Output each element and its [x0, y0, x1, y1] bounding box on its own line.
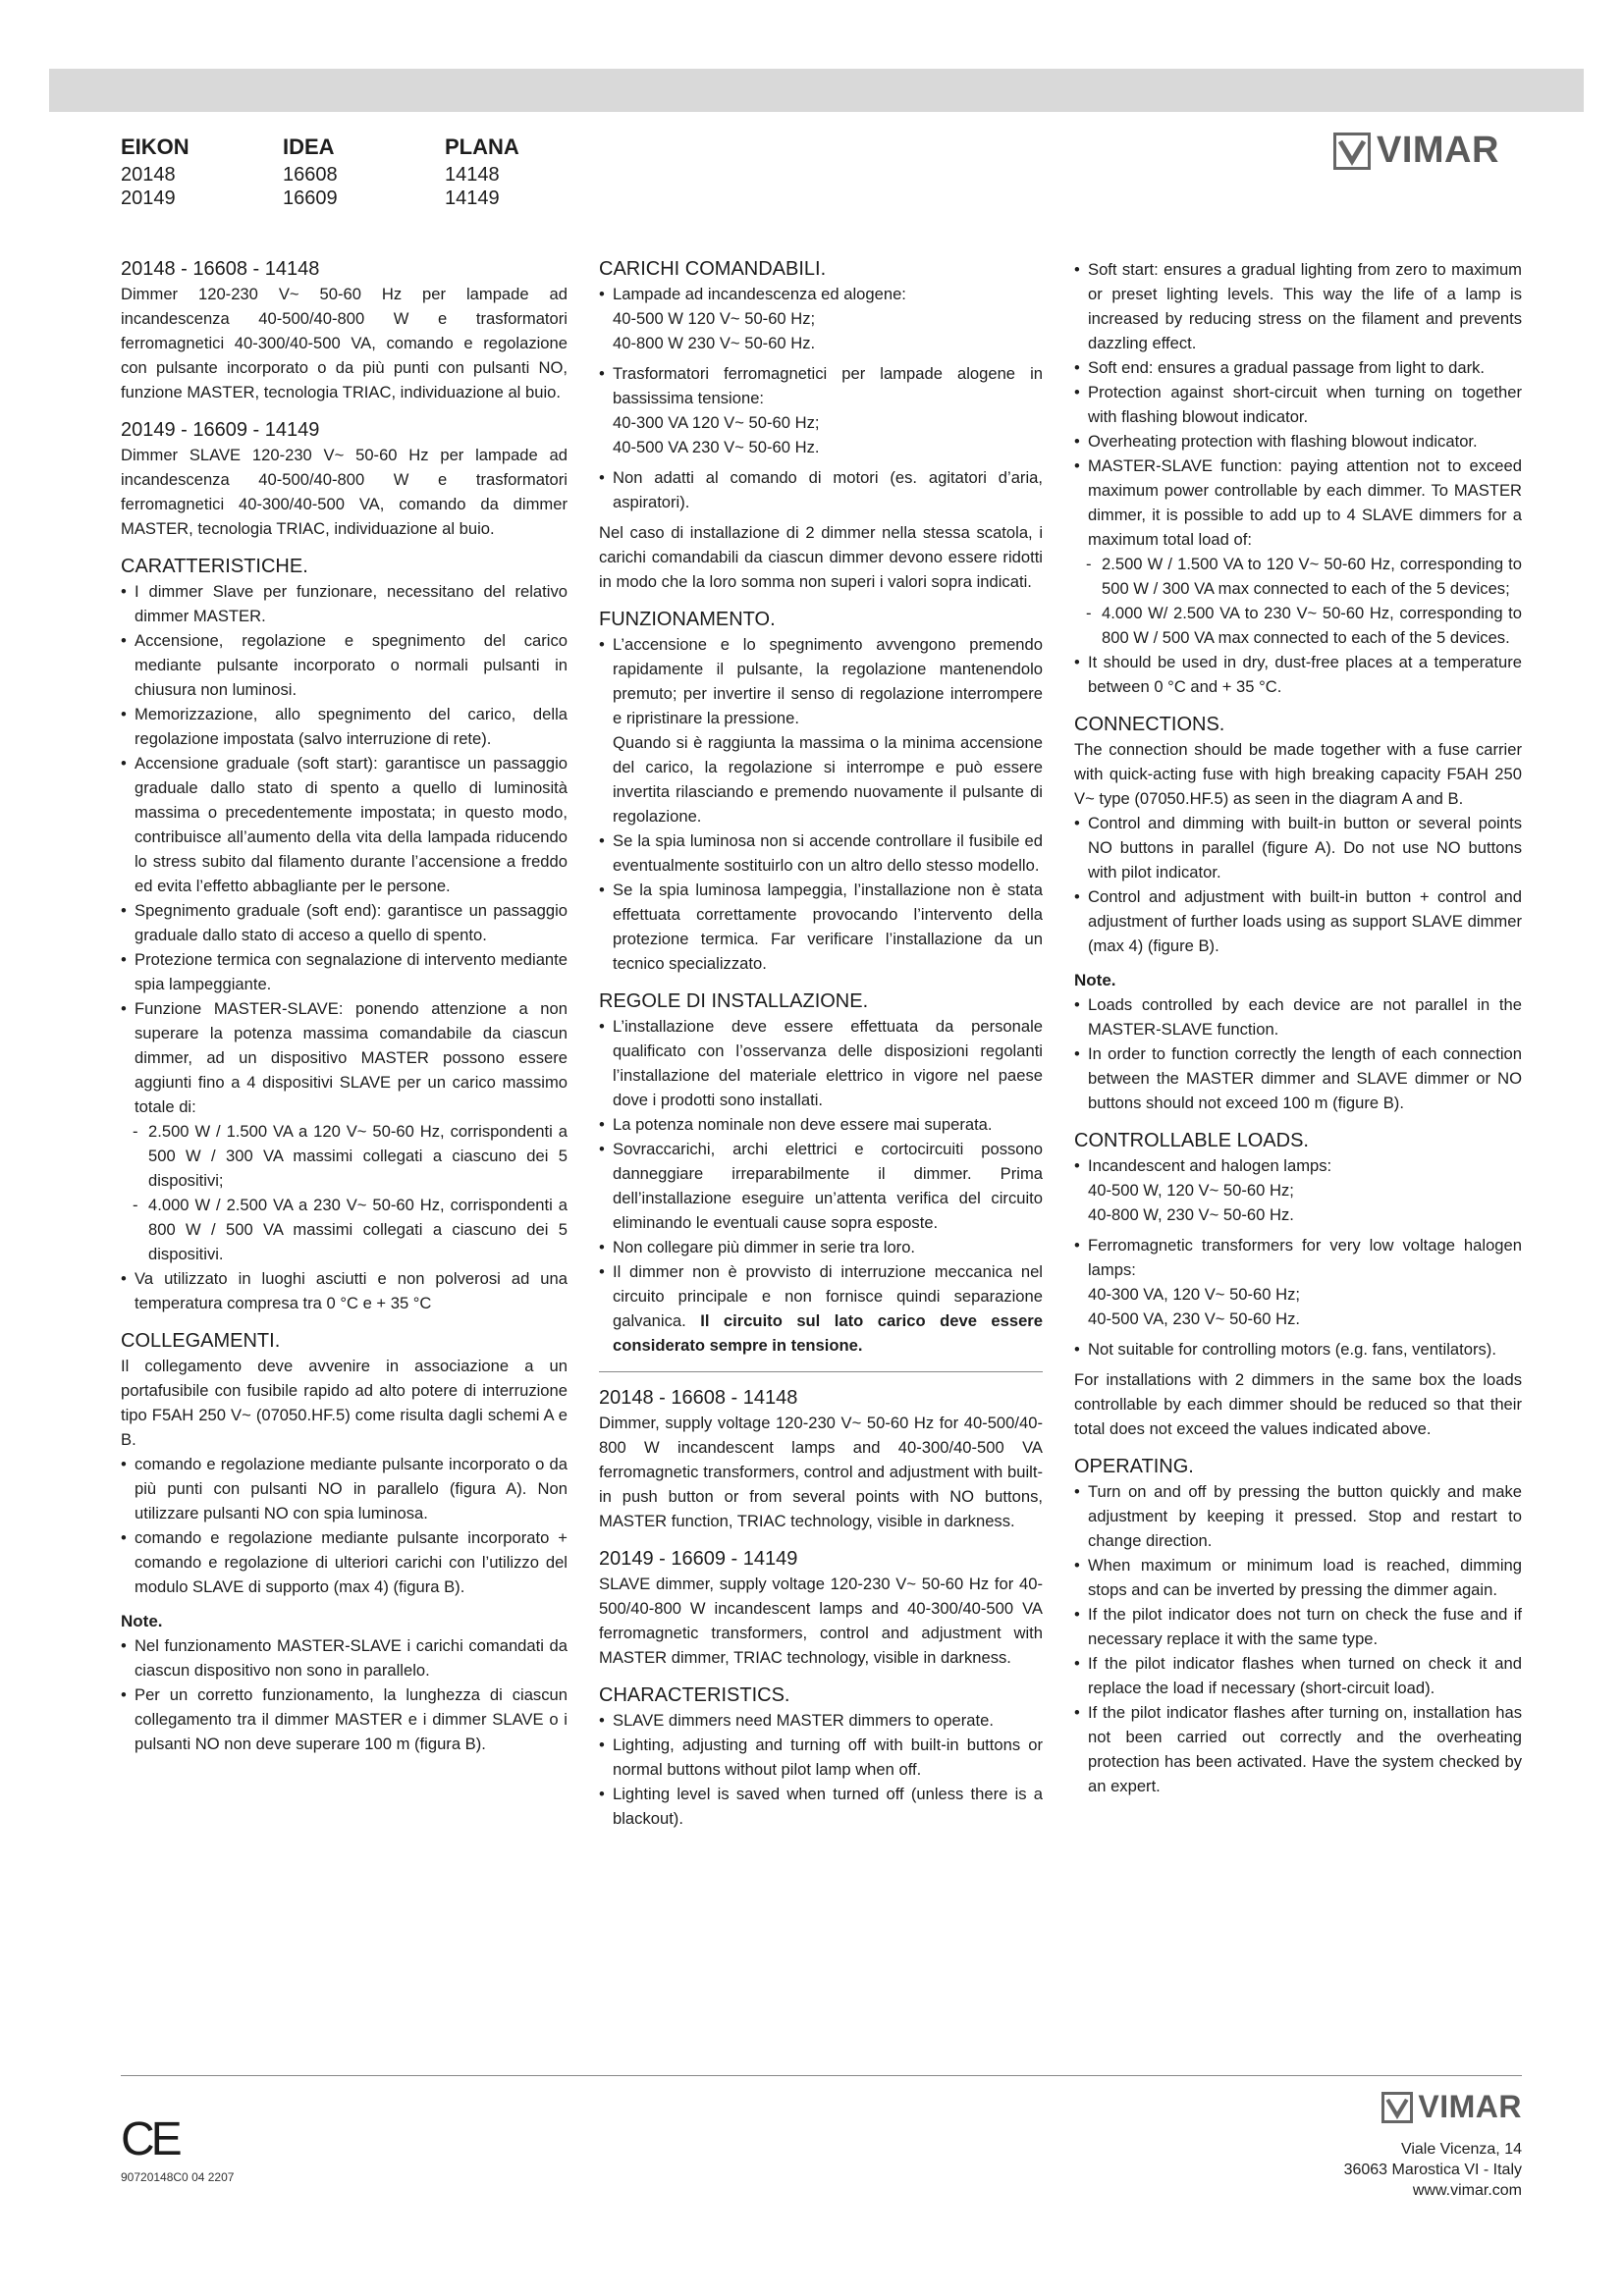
section-collegamenti: [121, 1329, 568, 1756]
list-item: • comando e regolazione mediante pulsante incorporato + comando e regolazione di ulteriori carichi con l’utilizzo del modulo SLAVE di supporto (max 4) (figura B).: [121, 1525, 568, 1599]
column-middle: [599, 257, 1043, 1841]
vimar-logo: VIMAR: [1333, 130, 1499, 172]
list-item: • MASTER-SLAVE function: paying attention not to exceed maximum power controllable by each dimmer. To MASTER dimmer, it is possible to add up to 4 SLAVE dimmers for a maximum total load of:: [1074, 454, 1522, 552]
section-title: CONTROLLABLE LOADS.: [1074, 1130, 1309, 1151]
document-code: 90720148C0 04 2207: [121, 2170, 235, 2184]
company-address: Viale Vicenza, 14 36063 Marostica VI - Italy www.vimar.com: [1343, 2141, 1522, 2199]
list-item: • If the pilot indicator flashes when turned on check it and replace the load if necessary (short-circuit load).: [1074, 1651, 1522, 1700]
list-item: • Overheating protection with flashing blowout indicator.: [1074, 429, 1522, 454]
section-characteristics: [599, 1683, 1043, 1831]
note-title: Note.: [121, 1612, 163, 1630]
list-item: • In order to function correctly the length of each connection between the MASTER dimmer and SLAVE dimmer or NO buttons should not exceed 100 m (figure B).: [1074, 1041, 1522, 1115]
code-column-plana: PLANA 14148 14149: [445, 134, 519, 209]
code-column-idea: IDEA 16608 16609: [283, 134, 338, 209]
list-item: • La potenza nominale non deve essere mai superata.: [599, 1112, 1043, 1137]
list-item: • It should be used in dry, dust-free places at a temperature between 0 °C and + 35 °C.: [1074, 650, 1522, 699]
list-item: • Lampade ad incandescenza ed alogene:: [599, 282, 1043, 306]
section-20149: [121, 418, 568, 541]
list-item: • Il dimmer non è provvisto di interruzione meccanica nel circuito principale e non fornisce quindi separazione galvanica. Il circuito sul lato carico deve essere considerato sempre in tensione.: [599, 1259, 1043, 1358]
section-title: CONNECTIONS.: [1074, 714, 1225, 735]
list-item: • Se la spia luminosa non si accende controllare il fusibile ed eventualmente sostituirlo con un altro dello stesso modello.: [599, 828, 1043, 878]
section-20148: [121, 257, 568, 404]
list-item: • Accensione, regolazione e spegnimento del carico mediante pulsante incorporato o normali pulsanti in chiusura non luminosi.: [121, 628, 568, 702]
list-item: • Accensione graduale (soft start): garantisce un passaggio graduale dallo stato di spento a quello di luminosità massima o precedentemente impostata; in questo modo, contribuisce all’aumento della vita della lampada riducendo lo stress subito dal filamento durante l’accensione a freddo ed evita l’effetto abbagliante per le persone.: [121, 751, 568, 898]
ce-mark: CE: [121, 2113, 179, 2165]
list-line: 40-800 W, 230 V~ 50-60 Hz.: [1088, 1205, 1294, 1224]
list-subitem: - 4.000 W / 2.500 VA a 230 V~ 50-60 Hz, corrispondenti a 800 W / 500 VA massimi collegati a ciascuno dei 5 dispositivi.: [121, 1193, 568, 1266]
section-title: CARICHI COMANDABILI.: [599, 258, 827, 280]
list-continuation: Quando si è raggiunta la massima o la minima accensione del carico, la regolazione si interrompe e può essere invertita rilasciando e premendo nuovamente il pulsante di regolazione.: [613, 733, 1043, 826]
section-20148-en: [599, 1386, 1043, 1533]
list-item: • If the pilot indicator flashes after turning on, installation has not been carried out correctly and the overheating protection has been activated. Have the system checked by an expert.: [1074, 1700, 1522, 1798]
list-line: 40-300 VA 120 V~ 50-60 Hz;: [613, 413, 820, 432]
section-operating: [1074, 1455, 1522, 1798]
list-item: • Ferromagnetic transformers for very low voltage halogen lamps:: [1074, 1233, 1522, 1282]
list-subitem: - 2.500 W / 1.500 VA a 120 V~ 50-60 Hz, corrispondenti a 500 W / 300 VA massimi collegati a ciascuno dei 5 dispositivi;: [121, 1119, 568, 1193]
section-divider: [599, 1371, 1043, 1372]
section-text: Nel caso di installazione di 2 dimmer nella stessa scatola, i carichi comandabili da ciascun dimmer devono essere ridotti in modo che la loro somma non superi i valori sopra indicati.: [599, 523, 1043, 591]
list-item: • I dimmer Slave per funzionare, necessitano del relativo dimmer MASTER.: [121, 579, 568, 628]
list-item: • Lighting, adjusting and turning off with built-in buttons or normal buttons without pilot lamp when off.: [599, 1733, 1043, 1782]
section-text: Il collegamento deve avvenire in associazione a un portafusibile con fusibile rapido ad alto potere di interruzione tipo F5AH 250 V~ (07050.HF.5) come risulta dagli schemi A e B.: [121, 1357, 568, 1449]
list-subitem: - 2.500 W / 1.500 VA to 120 V~ 50-60 Hz, corresponding to 500 W / 300 VA max connected to each of the 5 devices;: [1074, 552, 1522, 601]
section-title: 20148 - 16608 - 14148: [599, 1387, 798, 1409]
section-funzionamento: [599, 608, 1043, 976]
section-text: The connection should be made together with a fuse carrier with quick-acting fuse with high breaking capacity F5AH 250 V~ type (07050.HF.5) as seen in the diagram A and B.: [1074, 740, 1522, 808]
list-item: • Trasformatori ferromagnetici per lampade alogene in bassissima tensione:: [599, 361, 1043, 410]
list-item: • Va utilizzato in luoghi asciutti e non polverosi ad una temperatura compresa tra 0 °C e + 35 °C: [121, 1266, 568, 1315]
section-title: COLLEGAMENTI.: [121, 1330, 281, 1352]
list-item: • Incandescent and halogen lamps:: [1074, 1153, 1522, 1178]
list-line: 40-300 VA, 120 V~ 50-60 Hz;: [1088, 1285, 1301, 1304]
section-20149-en: [599, 1547, 1043, 1670]
list-item: • L’installazione deve essere effettuata da personale qualificato con l’osservanza delle disposizioni regolanti l’installazione del materiale elettrico in vigore nel paese dove i prodotti sono installati.: [599, 1014, 1043, 1112]
list-item: • If the pilot indicator does not turn on check the fuse and if necessary replace it with the same type.: [1074, 1602, 1522, 1651]
list-line: 40-500 VA 230 V~ 50-60 Hz.: [613, 438, 820, 456]
section-text: Dimmer SLAVE 120-230 V~ 50-60 Hz per lampade ad incandescenza 40-500/40-800 W e trasformatori ferromagnetici 40-300/40-500 VA, comando da dimmer MASTER, tecnologia TRIAC, individuazione al buio.: [121, 446, 568, 538]
list-item: • Protezione termica con segnalazione di intervento mediante spia lampeggiante.: [121, 947, 568, 996]
list-item: • Soft end: ensures a gradual passage from light to dark.: [1074, 355, 1522, 380]
list-item: • Spegnimento graduale (soft end): garantisce un passaggio graduale dallo stato di acceso a quello di spento.: [121, 898, 568, 947]
list-line: 40-500 W 120 V~ 50-60 Hz;: [613, 309, 816, 328]
list-item: • Funzione MASTER-SLAVE: ponendo attenzione a non superare la potenza massima comandabile da ciascun dimmer, ad un dispositivo MASTER possono essere aggiunti fino a 4 dispositivi SLAVE per un carico massimo totale di:: [121, 996, 568, 1119]
vimar-footer-logo: VIMAR: [1381, 2089, 1522, 2125]
section-title: REGOLE DI INSTALLAZIONE.: [599, 990, 869, 1012]
section-text: Dimmer, supply voltage 120-230 V~ 50-60 Hz for 40-500/40-800 W incandescent lamps and 40-300/40-500 VA ferromagnetic transformers, control and adjustment with built-in push button or from several points with NO buttons, MASTER function, TRIAC technology, visible in darkness.: [599, 1414, 1043, 1530]
section-title: 20149 - 16609 - 14149: [599, 1548, 798, 1570]
column-english: [1074, 257, 1522, 1808]
section-title: 20148 - 16608 - 14148: [121, 258, 320, 280]
section-title: 20149 - 16609 - 14149: [121, 419, 320, 441]
section-text: Dimmer 120-230 V~ 50-60 Hz per lampade ad incandescenza 40-500/40-800 W e trasformatori ferromagnetici 40-300/40-500 VA, comando e regolazione con pulsante incorporato o da più punti con pulsanti NO, funzione MASTER, tecnologia TRIAC, individuazione al buio.: [121, 285, 568, 401]
list-item: • Non collegare più dimmer in serie tra loro.: [599, 1235, 1043, 1259]
column-italian: [121, 257, 568, 1766]
note-title: Note.: [1074, 971, 1116, 989]
section-regole-installazione: [599, 989, 1043, 1358]
list-item: • Lighting level is saved when turned off (unless there is a blackout).: [599, 1782, 1043, 1831]
list-line: 40-800 W 230 V~ 50-60 Hz.: [613, 334, 816, 352]
list-item: • Control and adjustment with built-in button + control and adjustment of further loads using as support SLAVE dimmer (max 4) (figure B).: [1074, 884, 1522, 958]
section-characteristics-cont: [1074, 257, 1522, 699]
list-item: • SLAVE dimmers need MASTER dimmers to operate.: [599, 1708, 1043, 1733]
top-banner: [49, 69, 1584, 112]
list-item: • Protection against short-circuit when turning on together with flashing blowout indicator.: [1074, 380, 1522, 429]
section-title: OPERATING.: [1074, 1456, 1194, 1477]
list-line: 40-500 VA, 230 V~ 50-60 Hz.: [1088, 1309, 1301, 1328]
section-caratteristiche: [121, 555, 568, 1315]
section-title: CARATTERISTICHE.: [121, 556, 308, 577]
list-item: • Turn on and off by pressing the button quickly and make adjustment by keeping it pressed. Stop and restart to change direction.: [1074, 1479, 1522, 1553]
section-title: CHARACTERISTICS.: [599, 1684, 790, 1706]
footer-divider: [121, 2075, 1522, 2076]
list-item: • Sovraccarichi, archi elettrici e cortocircuiti possono danneggiare irreparabilmente il dimmer. Prima dell’installazione eseguire un’attenta verifica del circuito eliminando le eventuali cause sopra esposte.: [599, 1137, 1043, 1235]
vimar-logo-icon: [1333, 133, 1371, 170]
section-title: FUNZIONAMENTO.: [599, 609, 776, 630]
list-item: • Loads controlled by each device are not parallel in the MASTER-SLAVE function.: [1074, 992, 1522, 1041]
list-item: • L’accensione e lo spegnimento avvengono premendo rapidamente il pulsante, la regolazione mantenendolo premuto; per invertire il senso di regolazione interrompere e ripristinare la pressione.: [599, 632, 1043, 730]
section-connections: [1074, 713, 1522, 1115]
code-column-eikon: EIKON 20148 20149: [121, 134, 189, 209]
list-item: • Not suitable for controlling motors (e.g. fans, ventilators).: [1074, 1337, 1522, 1362]
section-controllable-loads: [1074, 1129, 1522, 1441]
section-carichi-comandabili: [599, 257, 1043, 594]
section-text: SLAVE dimmer, supply voltage 120-230 V~ 50-60 Hz for 40-500/40-800 W incandescent lamps and 40-300/40-500 VA ferromagnetic transformers, control and adjustment with MASTER dimmer, TRIAC technology, visible in darkness.: [599, 1575, 1043, 1667]
list-subitem: - 4.000 W/ 2.500 VA to 230 V~ 50-60 Hz, corresponding to 800 W / 500 VA max connected to each of the 5 devices.: [1074, 601, 1522, 650]
list-item: • Control and dimming with built-in button or several points NO buttons in parallel (figure A). Do not use NO buttons with pilot indicator.: [1074, 811, 1522, 884]
list-item: • Non adatti al comando di motori (es. agitatori d’aria, aspiratori).: [599, 465, 1043, 514]
list-item: • comando e regolazione mediante pulsante incorporato o da più punti con pulsanti NO in parallelo (figura A). Non utilizzare pulsanti NO con spia luminosa.: [121, 1452, 568, 1525]
list-item: • Per un corretto funzionamento, la lunghezza di ciascun collegamento tra il dimmer MASTER e i dimmer SLAVE o i pulsanti NO non deve superare 100 m (figura B).: [121, 1682, 568, 1756]
vimar-logo-icon: [1381, 2092, 1413, 2123]
list-item: • Memorizzazione, allo spegnimento del carico, della regolazione impostata (salvo interruzione di rete).: [121, 702, 568, 751]
list-item: • Nel funzionamento MASTER-SLAVE i carichi comandati da ciascun dispositivo non sono in parallelo.: [121, 1633, 568, 1682]
list-item: • Se la spia luminosa lampeggia, l’installazione non è stata effettuata correttamente provocando l’intervento della protezione termica. Far verificare l’installazione da un tecnico specializzato.: [599, 878, 1043, 976]
list-item: • Soft start: ensures a gradual lighting from zero to maximum or preset lighting levels. This way the life of a lamp is increased by reducing stress on the filament and prevents dazzling effect.: [1074, 257, 1522, 355]
list-item: • When maximum or minimum load is reached, dimming stops and can be inverted by pressing the dimmer again.: [1074, 1553, 1522, 1602]
section-text: For installations with 2 dimmers in the same box the loads controllable by each dimmer should be reduced so that their total does not exceed the values indicated above.: [1074, 1370, 1522, 1438]
list-line: 40-500 W, 120 V~ 50-60 Hz;: [1088, 1181, 1294, 1200]
